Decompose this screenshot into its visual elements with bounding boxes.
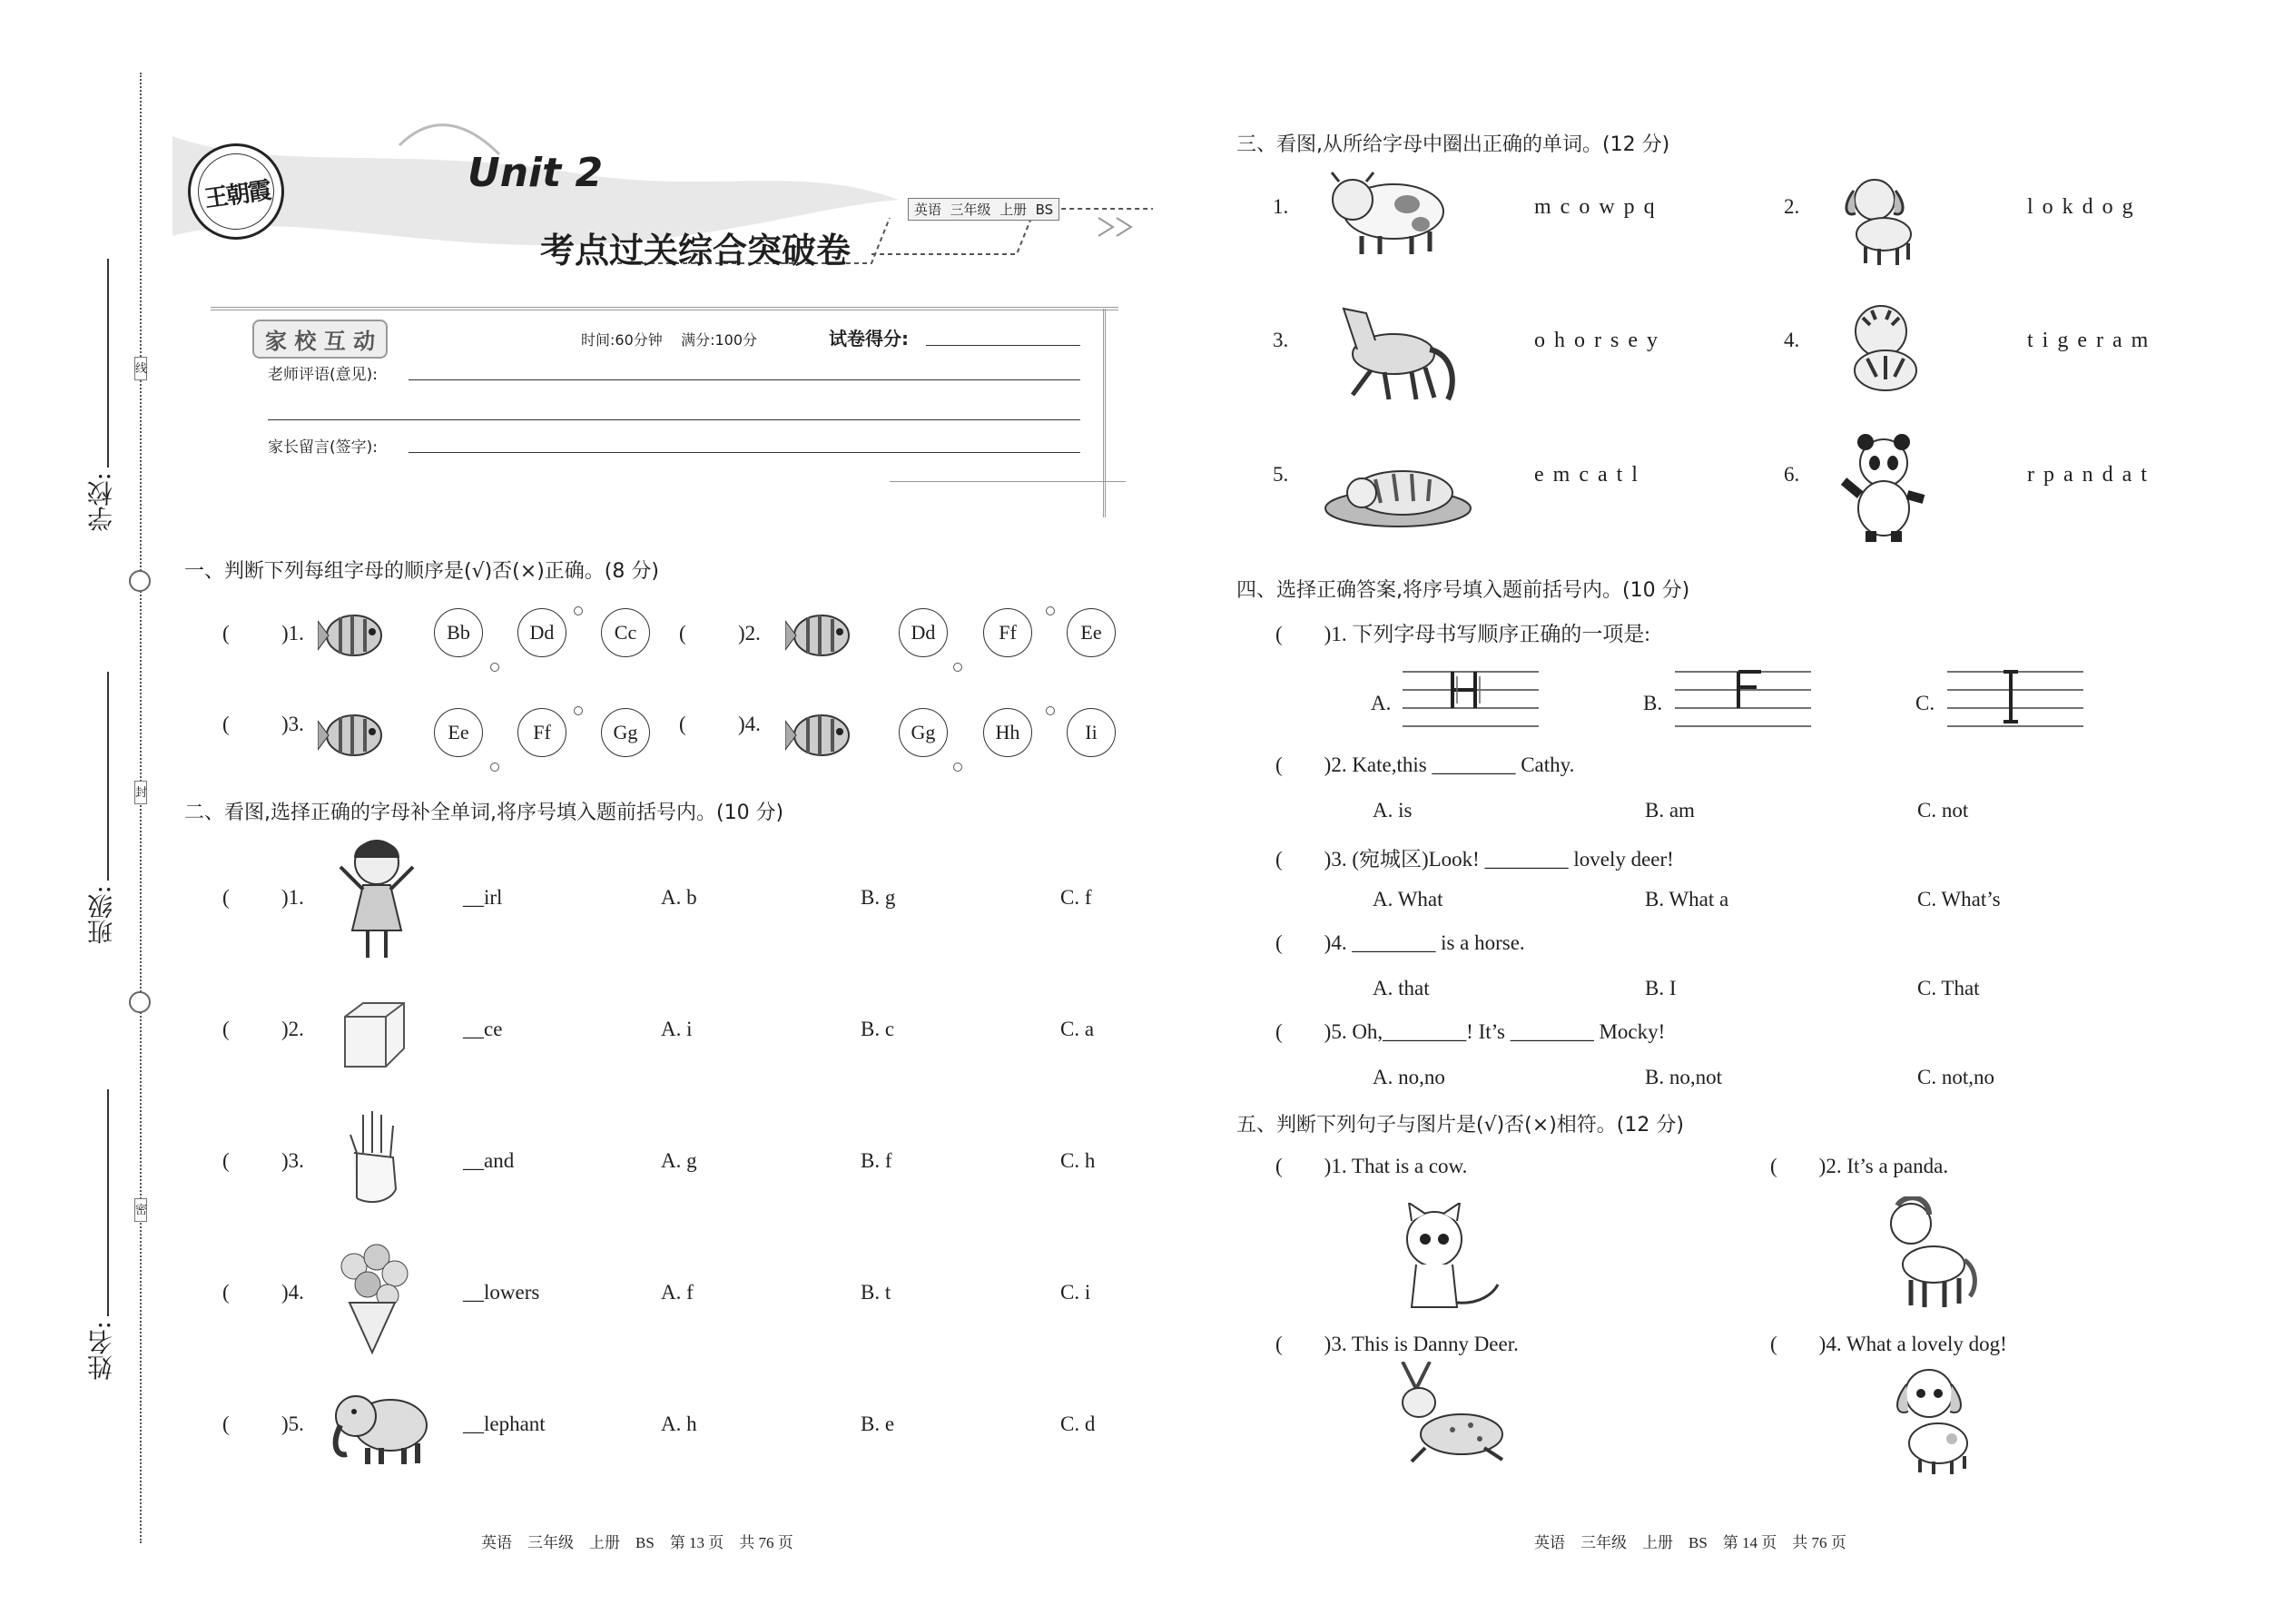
bubble-dot: [574, 606, 583, 615]
q4-2-stem: ( )2. Kate,this ________ Cathy.: [1275, 753, 1575, 776]
letter-writing-i: [1947, 667, 2083, 731]
q4-1-option-a: A.: [1371, 692, 1392, 714]
option-b: B. e: [861, 1412, 895, 1435]
q4-3-option-a: A. What: [1373, 888, 1443, 910]
letter-circle: Dd: [517, 608, 566, 657]
q4-5-option-c: C. not,no: [1917, 1066, 1994, 1088]
name-underline: [107, 1089, 109, 1316]
home-school-badge: 家 校 互 动: [252, 320, 388, 359]
word-blank: __lowers: [463, 1281, 540, 1304]
item-number: )3.: [281, 713, 304, 735]
teacher-comment-label: 老师评语(意见):: [268, 366, 378, 384]
option-c: C. d: [1060, 1412, 1096, 1435]
q4-4-option-b: B. I: [1645, 977, 1677, 999]
item-number: 5.: [1273, 463, 1289, 486]
item-number: )4.: [738, 713, 761, 735]
section-2-title: 二、看图,选择正确的字母补全单词,将序号填入题前括号内。(10 分): [184, 802, 784, 824]
class-underline: [107, 672, 109, 881]
letter-writing-f: [1675, 667, 1811, 731]
word-blank: __ce: [463, 1018, 503, 1040]
fish-image: [785, 708, 867, 763]
margin-mark-mi: 密: [134, 1198, 147, 1222]
cow-image: [1321, 168, 1457, 259]
binding-hole: [129, 991, 151, 1013]
answer-paren[interactable]: (: [679, 713, 686, 735]
dog-image: [1834, 172, 1925, 268]
bubble-dot: [574, 706, 583, 715]
binding-hole: [129, 570, 151, 592]
publisher-logo: [188, 143, 284, 240]
parent-comment-label: 家长留言(签字):: [268, 438, 378, 457]
item-number: )3.: [281, 1149, 304, 1172]
section-1-title: 一、判断下列每组字母的顺序是(√)否(×)正确。(8 分): [184, 560, 659, 583]
letter-circle: Hh: [983, 708, 1032, 757]
elephant-image: [327, 1380, 436, 1471]
item-number: 2.: [1784, 195, 1800, 218]
bubble-dot: [953, 663, 962, 672]
paper-subtitle: 考点过关综合突破卷: [540, 230, 852, 271]
section-5-title: 五、判断下列句子与图片是(√)否(×)相符。(12 分): [1236, 1114, 1684, 1137]
q4-1-stem: ( )1. 下列字母书写顺序正确的一项是:: [1275, 623, 1650, 645]
letter-circle: Ii: [1067, 708, 1116, 757]
name-label: 姓名:: [86, 1321, 116, 1381]
q5-4-stem: ( )4. What a lovely dog!: [1770, 1333, 2007, 1355]
item-number: 1.: [1273, 195, 1289, 218]
letter-string[interactable]: ohorsey: [1534, 329, 1667, 352]
box-rule-b: [890, 481, 1126, 484]
answer-paren[interactable]: (: [222, 713, 230, 735]
answer-paren[interactable]: (: [222, 886, 230, 909]
item-number: )1.: [281, 622, 304, 645]
cat-image: [1389, 1203, 1507, 1312]
answer-paren[interactable]: (: [679, 622, 686, 645]
flowers-image: [331, 1239, 413, 1357]
q4-1-option-c: C.: [1915, 692, 1935, 714]
option-c: C. a: [1060, 1018, 1095, 1040]
girl-image: [336, 831, 418, 967]
deer-image: [1384, 1362, 1511, 1466]
item-number: )4.: [281, 1281, 304, 1304]
item-number: )5.: [281, 1412, 304, 1435]
option-b: B. f: [861, 1149, 892, 1172]
q5-3-stem: ( )3. This is Danny Deer.: [1275, 1333, 1519, 1355]
school-label: 学校:: [86, 472, 116, 532]
teacher-comment-line[interactable]: [409, 379, 1080, 380]
box-rule: [211, 307, 1118, 310]
cat-image: [1321, 452, 1475, 534]
bubble-dot: [1046, 606, 1055, 615]
bubble-dot: [490, 763, 499, 772]
option-a: A. b: [661, 886, 697, 909]
letter-circle: Gg: [899, 708, 948, 757]
margin-mark-feng: 封: [134, 781, 147, 804]
box-rule-v: [1103, 309, 1106, 517]
letter-circle: Dd: [899, 608, 948, 657]
unit-title: Unit 2: [468, 150, 604, 196]
item-number: 4.: [1784, 329, 1800, 351]
section-4-title: 四、选择正确答案,将序号填入题前括号内。(10 分): [1236, 579, 1690, 602]
word-blank: __lephant: [463, 1412, 546, 1435]
letter-string[interactable]: rpandat: [2027, 463, 2156, 487]
word-blank: __irl: [463, 886, 503, 909]
footer-right: 英语 三年级 上册 BS 第 14 页 共 76 页: [1534, 1534, 1846, 1551]
q5-1-stem: ( )1. That is a cow.: [1275, 1155, 1468, 1177]
bubble-dot: [953, 763, 962, 772]
q4-5-option-b: B. no,not: [1645, 1066, 1722, 1088]
letter-circle: Ff: [517, 708, 566, 757]
item-number: )1.: [281, 886, 304, 909]
q4-3-option-c: C. What’s: [1917, 888, 2001, 910]
item-number: 3.: [1273, 329, 1289, 351]
grade-tag: 英语 三年级 上册 BS: [908, 198, 1059, 221]
q4-5-stem: ( )5. Oh,________! It’s ________ Mocky!: [1275, 1020, 1666, 1043]
horse-image: [1879, 1196, 1979, 1310]
letter-circle: Ee: [434, 708, 483, 757]
answer-paren[interactable]: (: [222, 1018, 230, 1040]
item-number: )2.: [281, 1018, 304, 1040]
bubble-dot: [1046, 706, 1055, 715]
score-blank[interactable]: [926, 345, 1080, 346]
q4-2-option-b: B. am: [1645, 799, 1695, 822]
fish-image: [785, 608, 867, 663]
option-c: C. i: [1060, 1281, 1091, 1304]
item-number: 6.: [1784, 463, 1800, 486]
option-a: A. h: [661, 1412, 697, 1435]
letter-circle: Bb: [434, 608, 483, 657]
q4-3-option-b: B. What a: [1645, 888, 1729, 910]
letter-circle: Gg: [601, 708, 650, 757]
panda-image: [1838, 431, 1929, 545]
hand-image: [343, 1107, 407, 1207]
answer-paren[interactable]: (: [222, 622, 230, 645]
q4-4-stem: ( )4. ________ is a horse.: [1275, 931, 1525, 954]
letter-writing-h: [1403, 667, 1539, 731]
binding-dotted-line: [140, 73, 142, 1543]
fish-image: [318, 708, 399, 763]
q4-5-option-a: A. no,no: [1373, 1066, 1445, 1088]
answer-paren[interactable]: (: [222, 1281, 230, 1304]
q4-4-option-a: A. that: [1373, 977, 1430, 999]
option-c: C. h: [1060, 1149, 1096, 1172]
bubble-dot: [490, 663, 499, 672]
letter-circle: Ee: [1067, 608, 1116, 657]
letter-string[interactable]: mcowpq: [1534, 195, 1664, 219]
margin-mark-xian: 线: [134, 357, 147, 380]
letter-circle: Cc: [601, 608, 650, 657]
option-b: B. t: [861, 1281, 891, 1304]
school-underline: [107, 259, 109, 468]
score-label: 试卷得分:: [829, 328, 909, 349]
class-label: 班级:: [86, 885, 116, 945]
footer-left: 英语 三年级 上册 BS 第 13 页 共 76 页: [481, 1534, 793, 1551]
tiger-image: [1836, 300, 1935, 399]
letter-string[interactable]: lokdog: [2027, 195, 2142, 219]
ice-cube-image: [336, 999, 409, 1071]
item-number: )2.: [738, 622, 761, 645]
parent-comment-line[interactable]: [409, 452, 1080, 453]
horse-image: [1321, 300, 1466, 404]
letter-string[interactable]: tigeram: [2027, 329, 2158, 352]
q5-2-stem: ( )2. It’s a panda.: [1770, 1155, 1949, 1177]
option-b: B. c: [861, 1018, 895, 1040]
option-c: C. f: [1060, 886, 1092, 909]
q4-2-option-a: A. is: [1373, 799, 1413, 822]
option-a: A. i: [661, 1018, 693, 1040]
letter-string[interactable]: emcatl: [1534, 463, 1647, 487]
q4-1-option-b: B.: [1643, 692, 1663, 714]
answer-paren[interactable]: (: [222, 1149, 230, 1172]
section-3-title: 三、看图,从所给字母中圈出正确的单词。(12 分): [1236, 133, 1670, 156]
q4-2-option-c: C. not: [1917, 799, 1969, 822]
option-a: A. f: [661, 1281, 694, 1304]
option-b: B. g: [861, 886, 896, 909]
fish-image: [318, 608, 399, 663]
logo-text: 王朝霞: [202, 177, 272, 213]
option-a: A. g: [661, 1149, 697, 1172]
letter-circle: Ff: [983, 608, 1032, 657]
word-blank: __and: [463, 1149, 515, 1172]
q4-4-option-c: C. That: [1917, 977, 1980, 999]
teacher-comment-line[interactable]: [268, 419, 1080, 420]
time-info: 时间:60分钟 满分:100分: [581, 331, 758, 349]
answer-paren[interactable]: (: [222, 1412, 230, 1435]
q4-3-stem: ( )3. (宛城区)Look! ________ lovely deer!: [1275, 848, 1674, 871]
dog-image: [1888, 1362, 1988, 1475]
